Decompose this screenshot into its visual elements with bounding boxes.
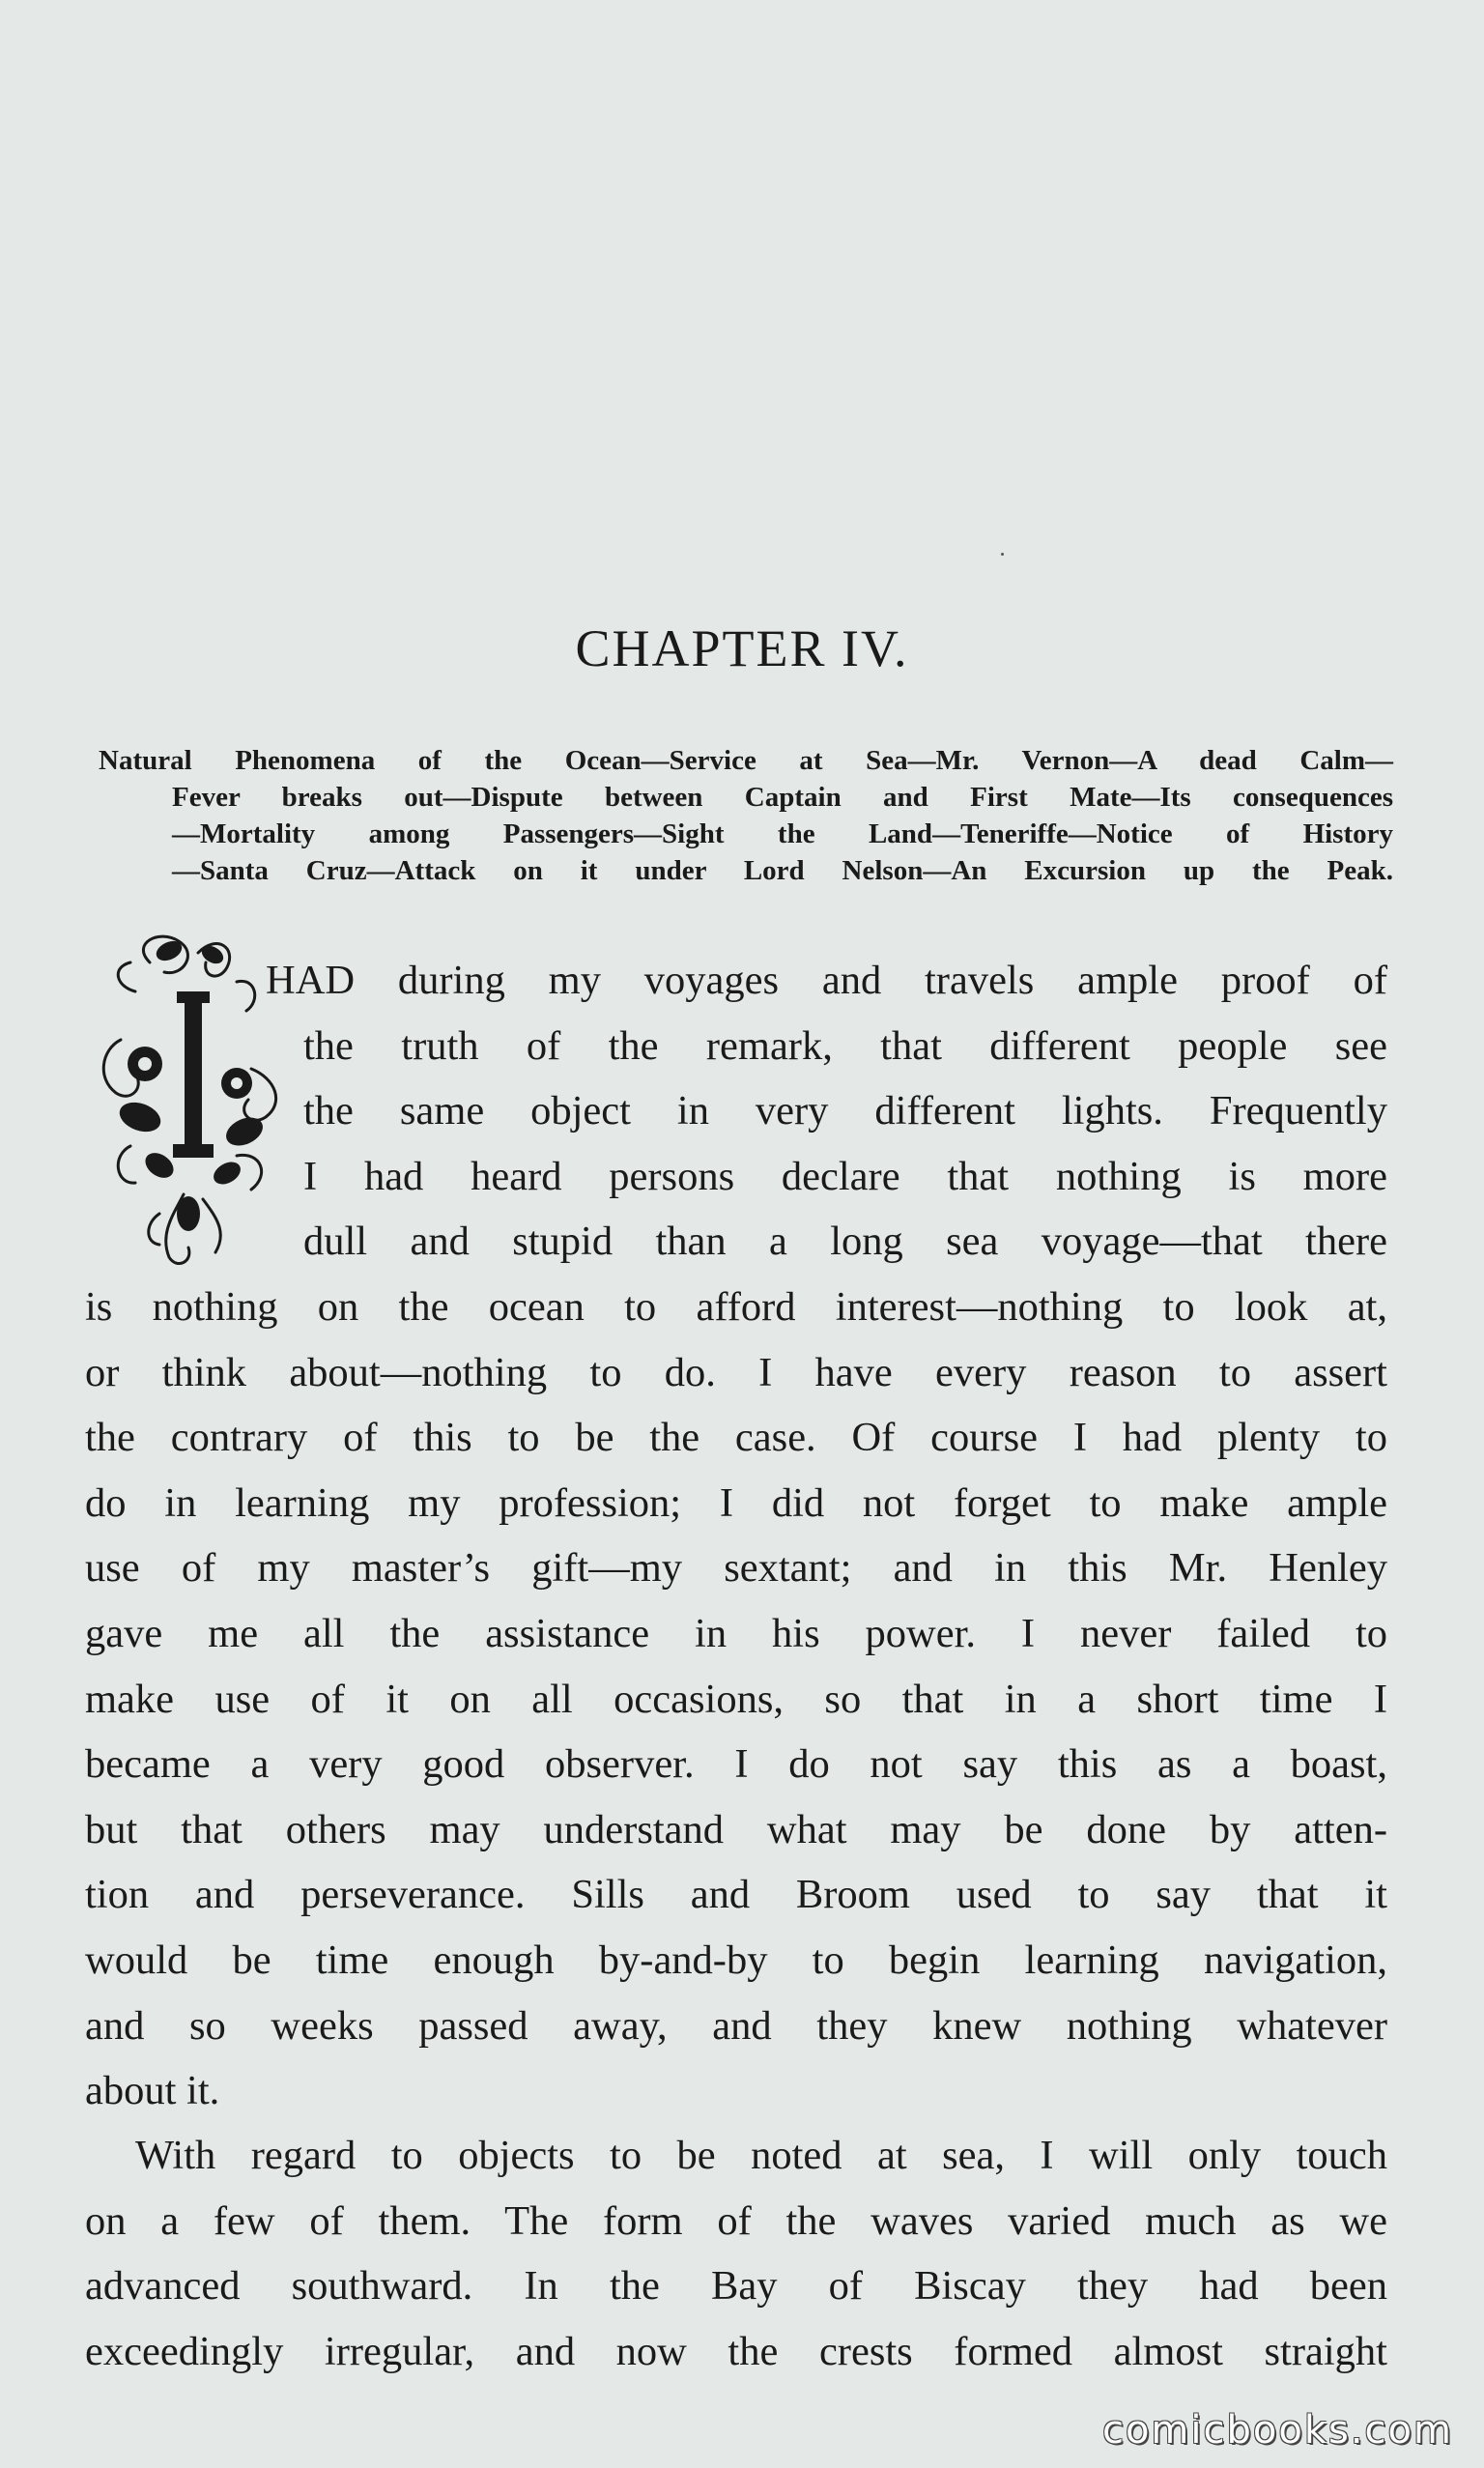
text-line: became a very good observer. I do not say this as a boast,	[85, 1741, 1387, 1788]
text-line: advanced southward. In the Bay of Biscay they had been	[85, 2263, 1387, 2310]
paragraph-1-beside-dropcap	[85, 948, 1387, 1275]
text-line: dull and stupid than a long sea voyage—that there	[303, 1219, 1387, 1265]
synopsis-line: —Santa Cruz—Attack on it under Lord Nelson—An Excursion up the Peak.	[172, 855, 1393, 886]
text-line: exceedingly irregular, and now the crests formed almost straight	[85, 2328, 1387, 2374]
text-line: tion and perseverance. Sills and Broom used to say that it	[85, 1872, 1387, 1918]
text-line: I had heard persons declare that nothing is more	[303, 1153, 1387, 1199]
text-line: the same object in very different lights. Frequently	[303, 1088, 1387, 1134]
synopsis-line: Fever breaks out—Dispute between Captain and First Mate—Its consequences	[172, 782, 1393, 813]
text-line: the contrary of this to be the case. Of course I had plenty to	[85, 1415, 1387, 1461]
chapter-title: CHAPTER IV.	[575, 619, 909, 677]
text-line: use of my master’s gift—my sextant; and in this Mr. Henley	[85, 1545, 1387, 1592]
text-line: the truth of the remark, that different people see	[303, 1022, 1387, 1069]
text-line: would be time enough by-and-by to begin learning navigation,	[85, 1937, 1387, 1983]
text-line: gave me all the assistance in his power. I never failed to	[85, 1610, 1387, 1656]
text-line: make use of it on all occasions, so that in a short time I	[85, 1676, 1387, 1722]
text-line: do in learning my profession; I did not forget to make ample	[85, 1479, 1387, 1526]
synopsis-line: Natural Phenomena of the Ocean—Service at Sea—Mr. Vernon—A dead Calm—	[99, 745, 1393, 776]
synopsis-line: —Mortality among Passengers—Sight the Land—Teneriffe—Notice of History	[172, 818, 1393, 849]
text-line: or think about—nothing to do. I have every reason to assert	[85, 1349, 1387, 1395]
watermark: comicbooks.com	[1101, 2408, 1453, 2453]
chapter-synopsis	[99, 742, 1393, 889]
ink-speck	[1001, 553, 1004, 556]
paragraph-2	[85, 2123, 1387, 2384]
paragraph-1	[85, 1275, 1387, 2124]
text-line: With regard to objects to be noted at sea, I will only touch	[135, 2133, 1387, 2178]
text-line: on a few of them. The form of the waves varied much as we	[85, 2197, 1387, 2244]
text-line: is nothing on the ocean to afford interest—nothing to look at,	[85, 1284, 1387, 1330]
text-line: but that others may understand what may be done by atten-	[85, 1806, 1387, 1852]
text-line: HAD during my voyages and travels ample proof of	[266, 958, 1387, 1003]
text-line: about it.	[85, 2068, 220, 2114]
text-line: and so weeks passed away, and they knew nothing whatever	[85, 2002, 1387, 2049]
